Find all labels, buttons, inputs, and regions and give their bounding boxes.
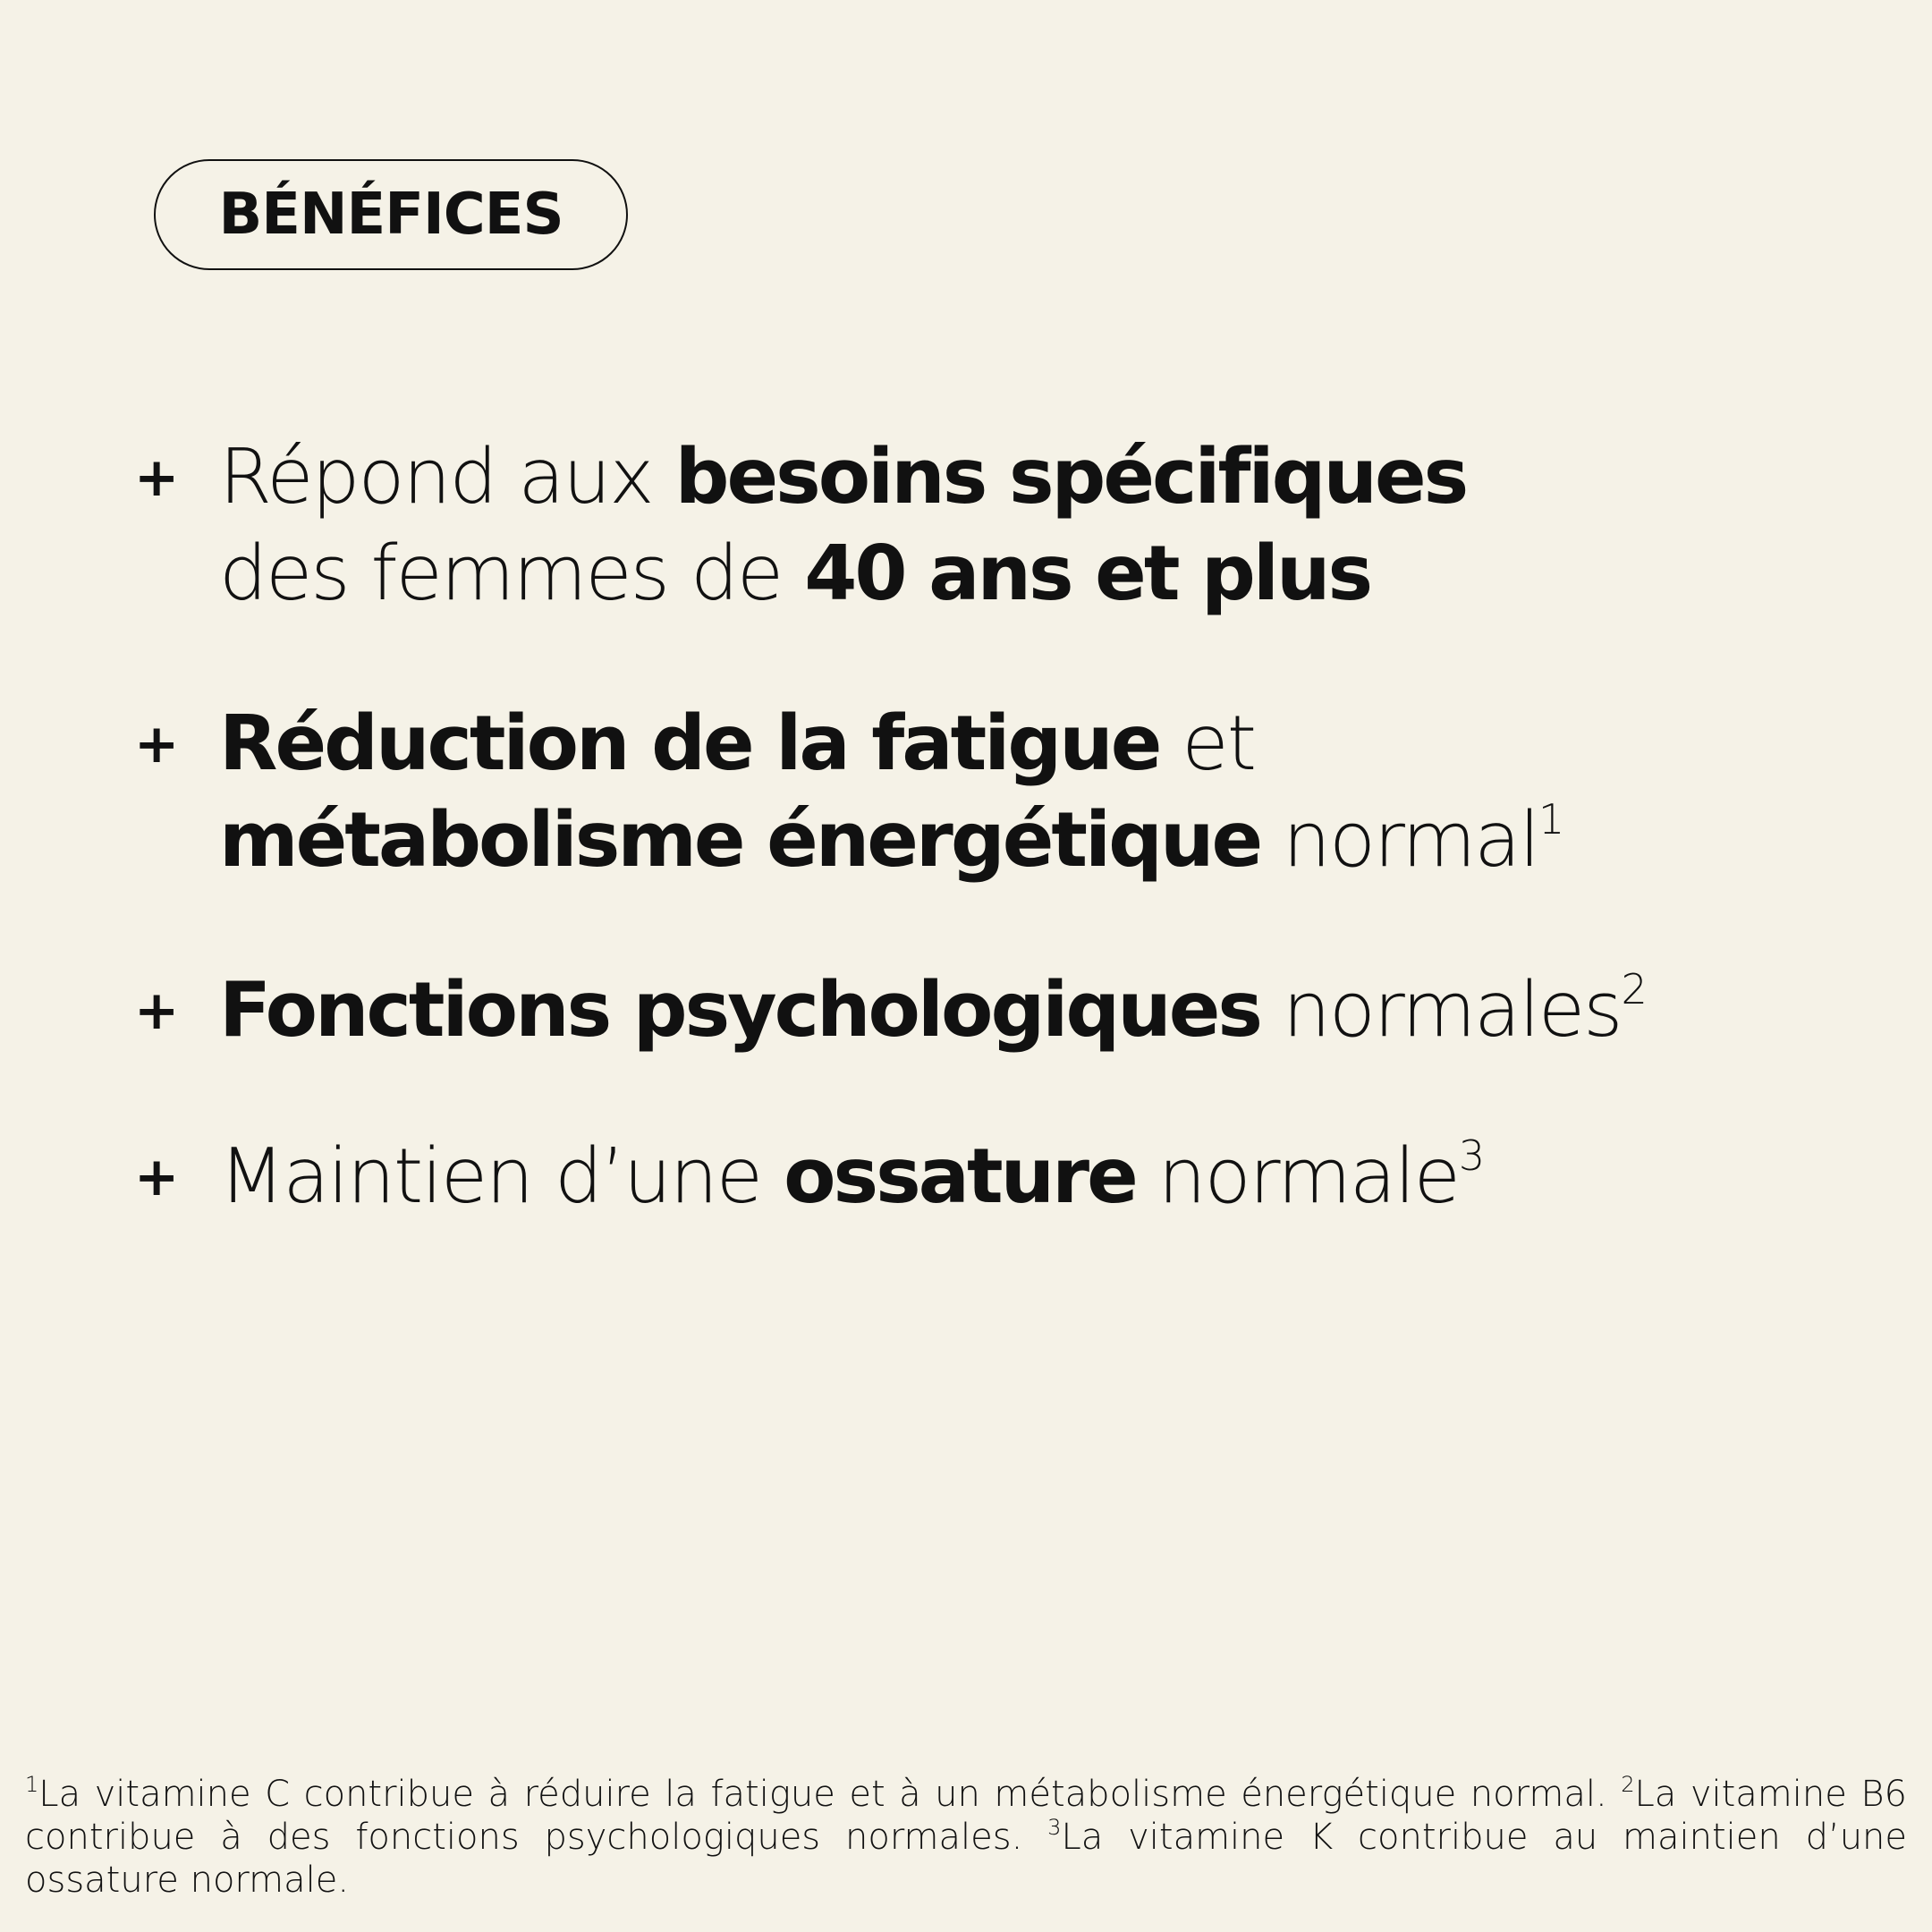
benefit-text-segment: normal	[1260, 796, 1538, 885]
benefit-line	[219, 962, 1648, 1059]
benefit-text-segment: et	[1159, 699, 1256, 788]
benefit-item	[134, 1129, 1834, 1225]
footnotes	[25, 1773, 1907, 1902]
plus-icon: +	[134, 713, 180, 775]
benefit-text	[219, 429, 1466, 623]
benefit-text-segment: Maintien d’une	[219, 1132, 784, 1221]
benefit-text-segment: normale	[1135, 1132, 1459, 1221]
plus-icon: +	[134, 446, 180, 509]
benefit-text-highlight: Réduction de la fatigue	[219, 699, 1160, 788]
footnote-text: La vitamine C contribue à réduire la fatigue et à un métabolisme énergétique normal.	[38, 1774, 1622, 1815]
benefit-text-highlight: ossature	[784, 1132, 1136, 1221]
benefit-item	[134, 962, 1834, 1059]
plus-icon: +	[134, 1146, 180, 1208]
benefits-badge	[154, 159, 628, 270]
footnote-ref: 2	[1621, 965, 1648, 1013]
benefit-line	[219, 1129, 1485, 1225]
benefit-text-highlight: Fonctions psychologiques	[219, 966, 1261, 1055]
benefit-line	[219, 429, 1466, 526]
benefit-text	[219, 962, 1648, 1059]
benefit-text-highlight: 40 ans et plus	[804, 530, 1371, 618]
benefit-line	[219, 526, 1466, 623]
footnote-ref: 1	[1538, 795, 1565, 843]
footnote-mark: 1	[25, 1772, 39, 1797]
benefits-list	[134, 429, 1834, 1295]
footnote-mark: 3	[1047, 1815, 1062, 1840]
badge-label: BÉNÉFICES	[218, 182, 564, 248]
footnote-text: La vitamine K contribue au maintien d’une ossature normale.	[25, 1817, 1907, 1901]
footnote-text: La vitamine B6 contribue à des fonctions psychologiques normales.	[25, 1774, 1908, 1858]
benefit-text-segment: normales	[1260, 966, 1622, 1055]
benefit-text	[219, 1129, 1485, 1225]
benefit-text-highlight: besoins spécifiques	[674, 433, 1467, 521]
benefit-line	[219, 792, 1564, 889]
benefit-text-highlight: métabolisme énergétique	[219, 796, 1261, 885]
benefit-text-segment: Répond aux	[219, 433, 675, 521]
benefit-item	[134, 696, 1834, 889]
footnote-mark: 2	[1621, 1772, 1635, 1797]
benefit-text-segment: des femmes de	[219, 530, 805, 618]
benefit-item	[134, 429, 1834, 623]
benefit-text	[219, 696, 1564, 889]
footnote-ref: 3	[1458, 1131, 1486, 1180]
plus-icon: +	[134, 979, 180, 1042]
benefit-line	[219, 696, 1564, 792]
